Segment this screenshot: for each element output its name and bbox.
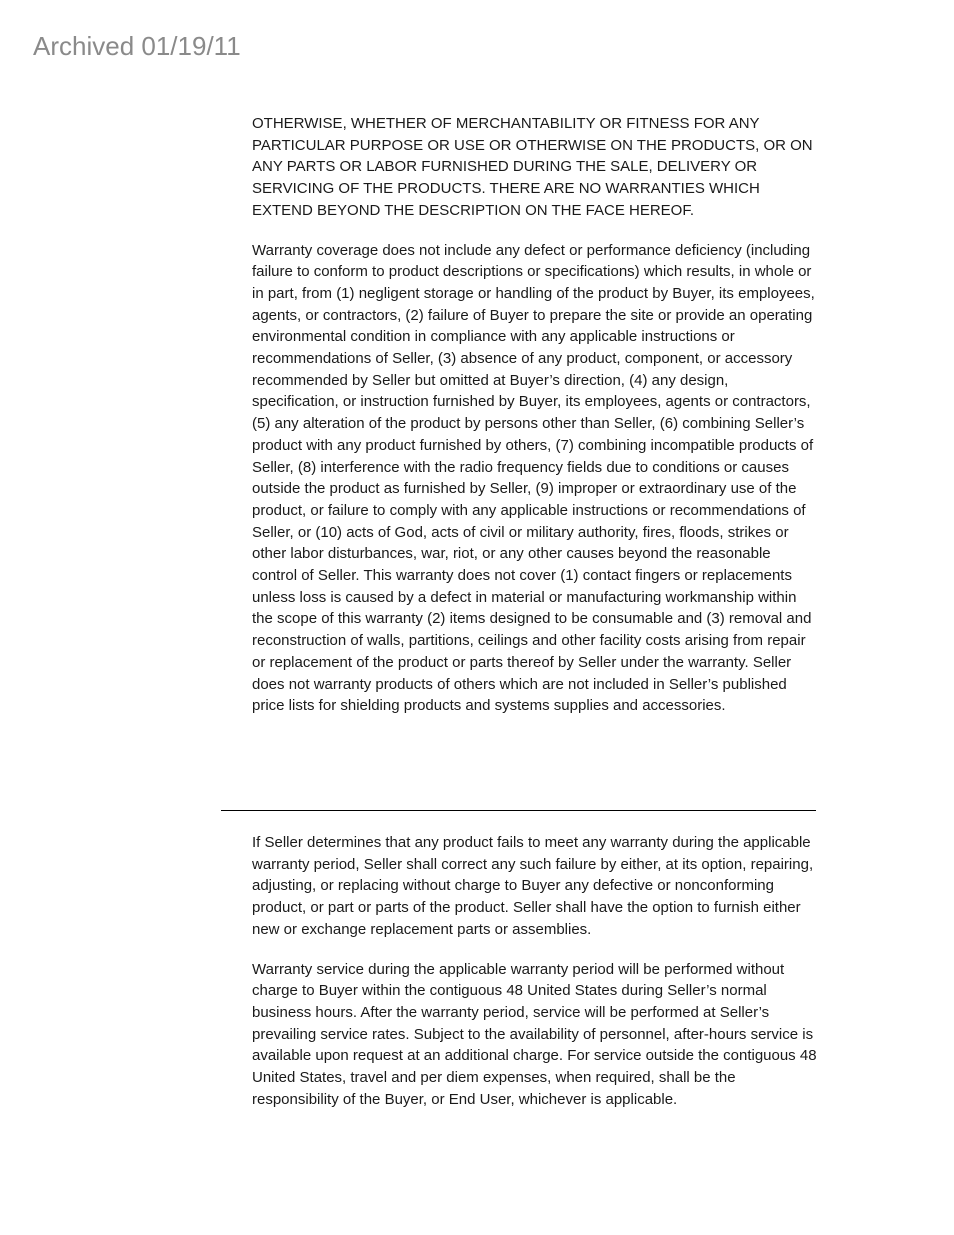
warranty-service-paragraph: Warranty service during the applicable warranty period will be performed without charge to Buyer within the contiguous 48 United States during Seller’s normal business hours. After the warranty period, service will be performed at Seller’s prevailing service rates. Subject to the availability of personnel, after-hours service is available upon request at an additional charge. For service outside the contiguous 48 United States, travel and per diem expenses, when required, shall be the responsibility of the Buyer, or End User, whichever is applicable. — [252, 960, 817, 1108]
warranty-disclaimer-section — [252, 113, 818, 735]
coverage-exclusions-paragraph: Warranty coverage does not include any defect or performance deficiency (including failure to conform to product descriptions or specifications) which results, in whole or in part, from (1) negligent storage or handling of the product by Buyer, its employees, agents, or contractors, (2) failure of Buyer to prepare the site or provide an operating environmental condition in compliance with any applicable instructions or recommendations of Seller, (3) absence of any product, component, or accessory recommended by Seller but omitted at Buyer’s direction, (4) any design, specification, or instruction furnished by Buyer, its employees, agents or contractors, (5) any alteration of the product by persons other than Seller, (6) combining Seller’s product with any product furnished by others, (7) combining incompatible products of Seller, (8) interference with the radio frequency fields due to conditions or causes outside the product as furnished by Seller, (9) improper or extraordinary use of the product, or failure to comply with any applicable instructions or recommendations of Seller, or (10) acts of God, acts of civil or military authority, fires, floods, strikes or other labor disturbances, war, riot, or any other causes beyond the reasonable control of Seller. This warranty does not cover (1) contact fingers or replacements unless loss is caused by a defect in material or manufacturing workmanship within the scope of this warranty (2) items designed to be consumable and (3) removal and reconstruction of walls, partitions, ceilings and other facility costs arising from repair or replacement of the product or parts thereof by Seller under the warranty. Seller does not warranty products of others which are not included in Seller’s published price lists for shielding products and systems supplies and accessories. — [252, 241, 815, 715]
remedy-paragraph: If Seller determines that any product fails to meet any warranty during the applicable warranty period, Seller shall correct any such failure by either, at its option, repairing, adjusting, or replacing without charge to Buyer any defective or nonconforming product, or part or parts of the product. Seller shall have the option to furnish either new or exchange replacement parts or assemblies. — [252, 834, 814, 938]
section-divider — [221, 810, 816, 811]
warranty-remedy-section — [252, 832, 818, 1128]
disclaimer-paragraph: OTHERWISE, WHETHER OF MERCHANTABILITY OR FITNESS FOR ANY PARTICULAR PURPOSE OR USE OR OTHERWISE ON THE PRODUCTS, OR ON ANY PARTS OR LABOR FURNISHED DURING THE SALE, DELIVERY OR SERVICING OF THE PRODUCTS. THERE ARE NO WARRANTIES WHICH EXTEND BEYOND THE DESCRIPTION ON THE FACE HEREOF. — [252, 115, 813, 219]
archive-stamp: Archived 01/19/11 — [33, 31, 241, 61]
